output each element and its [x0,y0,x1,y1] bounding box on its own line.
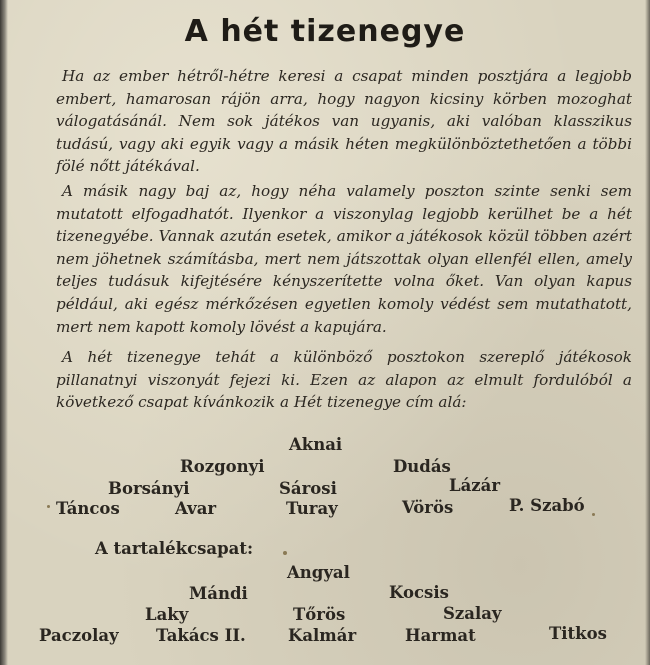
player-forward-1: Táncos [56,499,120,518]
reserve-forward-3: Kalmár [288,626,357,645]
player-goalkeeper: Aknai [289,435,343,454]
reserve-forward-2: Takács II. [156,626,246,645]
reserve-back-left: Mándi [189,584,248,603]
article-paragraph: A hét tizenegye tehát a különböző posztokon szereplő játékosok pillanatnyi viszonyát fejezi ki. Ezen az alapon az elmult fordulóból a következő csapat kívánkozik a Hét tizenegye cím alá: [56,348,632,412]
player-forward-2: Avar [175,499,217,518]
print-speck [283,551,287,555]
player-halfback-center: Sárosi [279,479,337,498]
reserve-halfback-right: Szalay [443,604,502,623]
print-speck [592,513,595,516]
article-title: A hét tizenegye [184,14,466,49]
player-forward-4: Vörös [402,498,454,517]
reserve-forward-4: Harmat [405,626,476,645]
player-back-right: Dudás [393,457,451,476]
player-halfback-left: Borsányi [108,479,190,498]
reserve-halfback-left: Laky [145,605,189,624]
reserve-halfback-center: Tőrös [293,605,346,624]
reserve-forward-1: Paczolay [39,626,119,645]
print-speck [47,505,50,508]
article-paragraph: Ha az ember hétről-hétre keresi a csapat minden posztjára a legjobb embert, hamarosan rájön arra, hogy nagyon kicsiny körben mozoghat válogatásánál. Nem sok játékos van ugyanis, aki valóban klasszikus tudású, vagy aki egyik vagy a másik héten megkülönböztethetően a többi fölé nőtt játékával. [56,67,632,176]
reserve-back-right: Kocsis [389,583,449,602]
reserve-forward-5: Titkos [549,624,607,643]
reserve-goalkeeper: Angyal [287,563,350,582]
reserve-heading: A tartalékcsapat: [95,539,254,558]
article-paragraph: A másik nagy baj az, hogy néha valamely poszton szinte senki sem mutatott elfogadhatót. Ilyenkor a viszonylag legjobb kerülhet be a hét tizenegyébe. Vannak azután esetek, amikor a játékosok közül többen azért nem jöhetnek számításba, mert nem játszottak olyan ellenfél ellen, amely teljes tudásuk kifejtésére kényszerítette volna őket. Van olyan kapus például, aki egész mérkőzésen egyetlen komoly védést sem mutathatott, mert nem kapott komoly lövést a kapujára. [56,182,632,336]
scan-edge-right [645,0,650,665]
player-forward-3: Turay [286,499,338,518]
scan-edge-left [0,0,8,665]
player-forward-5: P. Szabó [509,496,585,515]
player-back-left: Rozgonyi [180,457,265,476]
player-halfback-right: Lázár [449,476,501,495]
